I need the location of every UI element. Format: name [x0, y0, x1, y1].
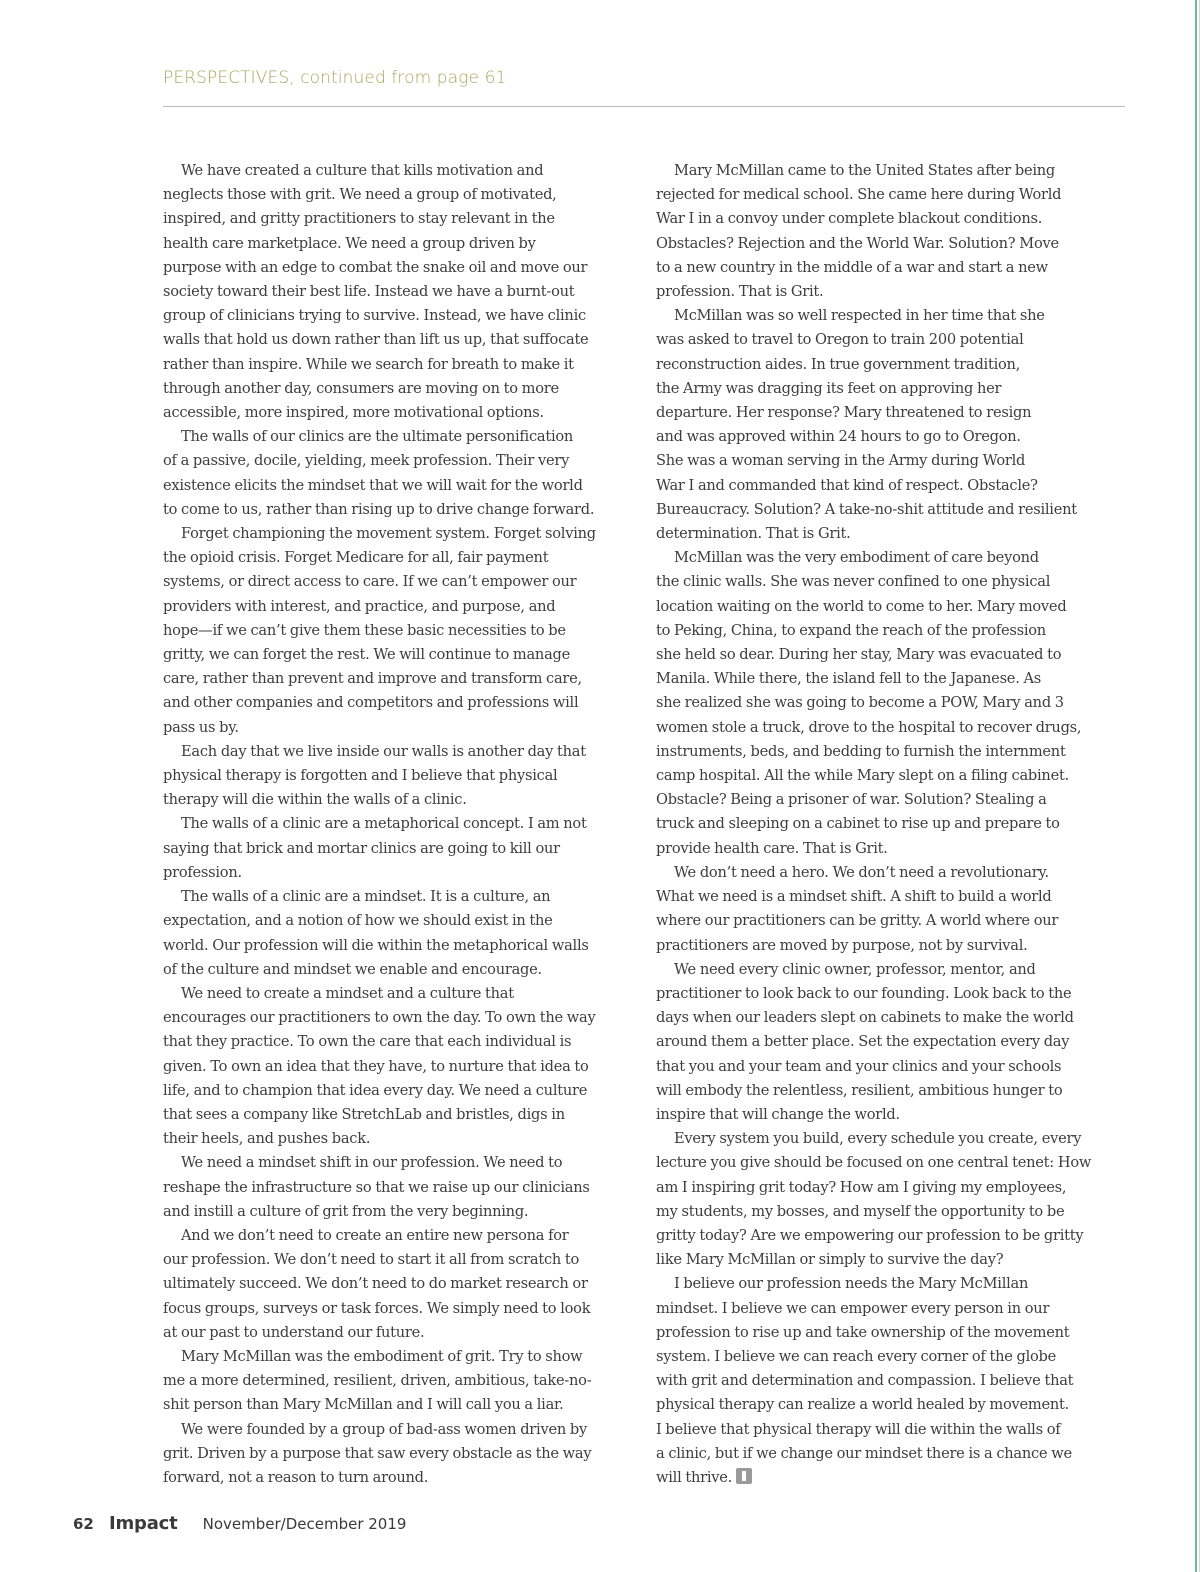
text-line: to Peking, China, to expand the reach of the profession [656, 621, 1046, 639]
text-line: rejected for medical school. She came here during World [656, 186, 1062, 204]
text-line: We need to create a mindset and a culture that [181, 984, 514, 1002]
text-line: like Mary McMillan or simply to survive the day? [656, 1251, 1004, 1269]
text-line: reconstruction aides. In true government tradition, [656, 355, 1021, 373]
text-line: through another day, consumers are moving on to more [163, 379, 559, 397]
text-line: rather than inspire. While we search for breath to make it [163, 355, 574, 373]
paragraph [656, 546, 1132, 861]
text-line: practitioners are moved by purpose, not by survival. [656, 936, 1028, 954]
text-line: she realized she was going to become a POW, Mary and 3 [656, 694, 1064, 712]
text-line: Every system you build, every schedule you create, every [674, 1130, 1082, 1148]
text-line: We have created a culture that kills motivation and [181, 162, 544, 179]
text-line: reshape the infrastructure so that we raise up our clinicians [163, 1178, 590, 1196]
text-line: will thrive. [656, 1466, 1132, 1490]
text-line: to a new country in the middle of a war and start a new [656, 258, 1048, 276]
text-line: Mary McMillan came to the United States after being [674, 162, 1056, 179]
text-line: Mary McMillan was the embodiment of grit. Try to show [181, 1347, 583, 1365]
text-line: our profession. We don’t need to start it all from scratch to [163, 1251, 580, 1269]
text-line: neglects those with grit. We need a group of motivated, [163, 186, 557, 204]
text-line: society toward their best life. Instead we have a burnt-out [163, 283, 575, 301]
text-line: We were founded by a group of bad-ass women driven by [181, 1420, 587, 1438]
paragraph [656, 1127, 1132, 1272]
issue-date: November/December 2019 [202, 1515, 407, 1533]
text-line: The walls of a clinic are a metaphorical concept. I am not [181, 815, 587, 833]
text-line: The walls of our clinics are the ultimate personification [181, 428, 574, 446]
text-line: at our past to understand our future. [163, 1323, 425, 1341]
text-line: that you and your team and your clinics and your schools [656, 1057, 1062, 1075]
text-line: will embody the relentless, resilient, ambitious hunger to [656, 1081, 1063, 1099]
text-line: to come to us, rather than rising up to drive change forward. [163, 500, 595, 518]
text-line: saying that brick and mortar clinics are going to kill our [163, 839, 560, 857]
text-line: the Army was dragging its feet on approving her [656, 379, 1002, 397]
paragraph [656, 304, 1132, 546]
text-line: shit person than Mary McMillan and I will call you a liar. [163, 1396, 564, 1414]
text-line: where our practitioners can be gritty. A world where our [656, 912, 1059, 930]
text-line: focus groups, surveys or task forces. We simply need to look [163, 1299, 591, 1317]
text-line: the opioid crisis. Forget Medicare for all, fair payment [163, 549, 549, 567]
text-line: McMillan was so well respected in her time that she [674, 307, 1045, 325]
text-line: accessible, more inspired, more motivational options. [163, 404, 544, 422]
text-line: I believe our profession needs the Mary McMillan [674, 1275, 1029, 1293]
paragraph [163, 1418, 639, 1491]
text-line: my students, my bosses, and myself the opportunity to be [656, 1202, 1065, 1220]
text-line: Obstacles? Rejection and the World War. Solution? Move [656, 234, 1059, 252]
text-line: and other companies and competitors and professions will [163, 694, 579, 712]
paragraph [163, 159, 639, 425]
text-line: provide health care. That is Grit. [656, 839, 888, 857]
text-line: departure. Her response? Mary threatened to resign [656, 404, 1032, 422]
magazine-name: Impact [108, 1513, 178, 1534]
text-line: Obstacle? Being a prisoner of war. Solution? Stealing a [656, 791, 1047, 809]
text-line: and was approved within 24 hours to go to Oregon. [656, 428, 1021, 446]
text-line: that they practice. To own the care that each individual is [163, 1033, 572, 1051]
text-line: and instill a culture of grit from the very beginning. [163, 1202, 529, 1220]
text-line: the clinic walls. She was never confined to one physical [656, 573, 1051, 591]
paragraph [656, 1272, 1132, 1490]
text-line: providers with interest, and practice, and purpose, and [163, 597, 556, 615]
text-line: grit. Driven by a purpose that saw every obstacle as the way [163, 1444, 592, 1462]
text-line: group of clinicians trying to survive. Instead, we have clinic [163, 307, 586, 325]
text-line: camp hospital. All the while Mary slept on a filing cabinet. [656, 767, 1069, 785]
right-column [656, 159, 1132, 1490]
header-rule [163, 106, 1125, 107]
text-line: War I and commanded that kind of respect. Obstacle? [656, 476, 1038, 494]
page-number: 62 [73, 1515, 94, 1533]
text-line: mindset. I believe we can empower every person in our [656, 1299, 1050, 1317]
text-line: lecture you give should be focused on one central tenet: How [656, 1154, 1092, 1172]
paragraph [163, 425, 639, 522]
text-line: Each day that we live inside our walls is another day that [181, 742, 586, 760]
text-line: Bureaucracy. Solution? A take-no-shit attitude and resilient [656, 500, 1077, 518]
page-footer [73, 1513, 406, 1534]
paragraph [163, 740, 639, 813]
paragraph [656, 958, 1132, 1127]
text-line: with grit and determination and compassion. I believe that [656, 1372, 1074, 1390]
text-line: We need a mindset shift in our profession. We need to [181, 1154, 563, 1172]
paragraph [163, 522, 639, 740]
text-line: truck and sleeping on a cabinet to rise up and prepare to [656, 815, 1060, 833]
text-line: me a more determined, resilient, driven, ambitious, take-no- [163, 1372, 592, 1390]
text-line: of a passive, docile, yielding, meek profession. Their very [163, 452, 570, 470]
text-line: women stole a truck, drove to the hospital to recover drugs, [656, 718, 1082, 736]
left-column [163, 159, 639, 1490]
text-line: profession to rise up and take ownership of the movement [656, 1323, 1070, 1341]
paragraph [163, 812, 639, 885]
text-line: instruments, beds, and bedding to furnish the internment [656, 742, 1066, 760]
text-line: therapy will die within the walls of a clinic. [163, 791, 467, 809]
text-line: forward, not a reason to turn around. [163, 1468, 429, 1486]
text-line: walls that hold us down rather than lift us up, that suffocate [163, 331, 589, 349]
text-line: location waiting on the world to come to her. Mary moved [656, 597, 1067, 615]
text-line: a clinic, but if we change our mindset there is a chance we [656, 1444, 1072, 1462]
text-line: hope—if we can’t give them these basic necessities to be [163, 621, 566, 639]
text-line: profession. [163, 863, 242, 881]
text-line: What we need is a mindset shift. A shift to build a world [656, 888, 1052, 906]
text-line: Forget championing the movement system. Forget solving [181, 525, 596, 543]
text-line: world. Our profession will die within the metaphorical walls [163, 936, 589, 954]
text-line: We don’t need a hero. We don’t need a revolutionary. [674, 863, 1049, 881]
text-line: systems, or direct access to care. If we can’t empower our [163, 573, 577, 591]
continued-header: PERSPECTIVES, continued from page 61 [163, 68, 507, 88]
paragraph [163, 1151, 639, 1224]
text-line: purpose with an edge to combat the snake oil and move our [163, 258, 588, 276]
text-line: physical therapy can realize a world healed by movement. [656, 1396, 1070, 1414]
text-line: practitioner to look back to our founding. Look back to the [656, 984, 1072, 1002]
text-line: She was a woman serving in the Army during World [656, 452, 1026, 470]
paragraph [656, 159, 1132, 304]
text-line: given. To own an idea that they have, to nurture that idea to [163, 1057, 589, 1075]
text-line: inspire that will change the world. [656, 1105, 900, 1123]
text-line: The walls of a clinic are a mindset. It is a culture, an [181, 888, 551, 906]
paragraph [163, 1224, 639, 1345]
text-line: And we don’t need to create an entire new persona for [181, 1226, 569, 1244]
text-line: care, rather than prevent and improve and transform care, [163, 670, 582, 688]
text-line: inspired, and gritty practitioners to stay relevant in the [163, 210, 555, 228]
text-line: days when our leaders slept on cabinets to make the world [656, 1009, 1074, 1027]
text-line: she held so dear. During her stay, Mary was evacuated to [656, 646, 1062, 664]
text-line: system. I believe we can reach every corner of the globe [656, 1347, 1057, 1365]
text-line: physical therapy is forgotten and I believe that physical [163, 767, 558, 785]
text-line: am I inspiring grit today? How am I giving my employees, [656, 1178, 1067, 1196]
text-line: around them a better place. Set the expectation every day [656, 1033, 1070, 1051]
text-line: We need every clinic owner, professor, mentor, and [674, 960, 1036, 978]
text-line: health care marketplace. We need a group driven by [163, 234, 536, 252]
text-line: encourages our practitioners to own the day. To own the way [163, 1009, 596, 1027]
text-line: was asked to travel to Oregon to train 200 potential [656, 331, 1024, 349]
text-line: gritty today? Are we empowering our profession to be gritty [656, 1226, 1084, 1244]
text-line: profession. That is Grit. [656, 283, 824, 301]
text-line: existence elicits the mindset that we will wait for the world [163, 476, 583, 494]
text-line: that sees a company like StretchLab and bristles, digs in [163, 1105, 565, 1123]
text-line: pass us by. [163, 718, 239, 736]
text-line: Manila. While there, the island fell to the Japanese. As [656, 670, 1042, 688]
paragraph [163, 1345, 639, 1418]
text-line: I believe that physical therapy will die within the walls of [656, 1420, 1061, 1438]
text-line: life, and to champion that idea every day. We need a culture [163, 1081, 588, 1099]
text-line: their heels, and pushes back. [163, 1130, 371, 1148]
text-line: of the culture and mindset we enable and encourage. [163, 960, 542, 978]
page-edge-accent [1195, 0, 1197, 1572]
paragraph [163, 885, 639, 982]
paragraph [656, 861, 1132, 958]
end-mark-icon [736, 1468, 752, 1484]
paragraph [163, 982, 639, 1151]
text-line: determination. That is Grit. [656, 525, 851, 543]
text-line: ultimately succeed. We don’t need to do market research or [163, 1275, 588, 1293]
text-line: expectation, and a notion of how we should exist in the [163, 912, 553, 930]
text-line: gritty, we can forget the rest. We will continue to manage [163, 646, 570, 664]
text-line: War I in a convoy under complete blackout conditions. [656, 210, 1043, 228]
text-line: McMillan was the very embodiment of care beyond [674, 549, 1039, 567]
